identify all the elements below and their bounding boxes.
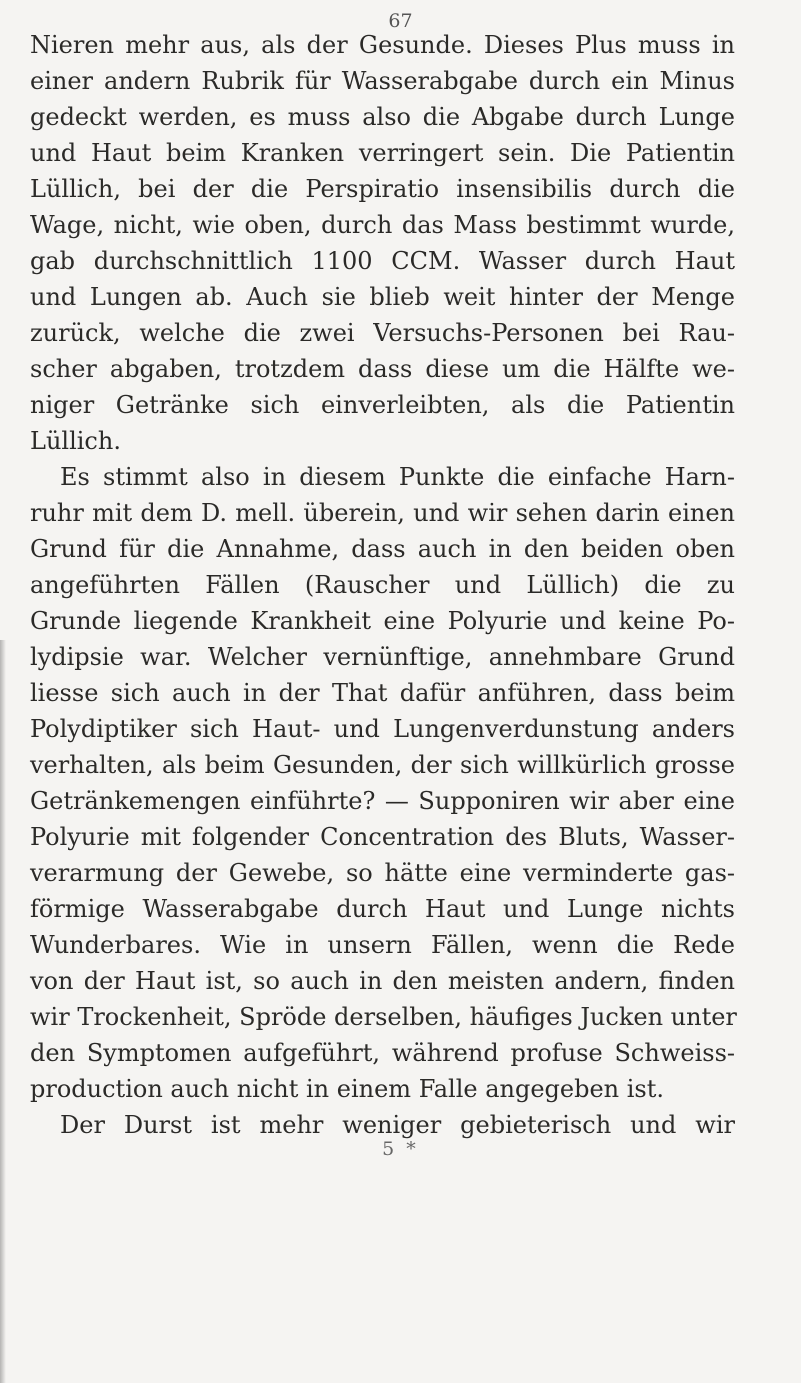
text-line: und Lungen ab. Auch sie blieb weit hinter der Menge <box>30 283 735 311</box>
text-line: ruhr mit dem D. mell. überein, und wir sehen darin einen <box>30 499 735 527</box>
text-line: den Symptomen aufgeführt, während profuse Schweiss- <box>30 1039 735 1067</box>
text-line: Wage, nicht, wie oben, durch das Mass bestimmt wurde, <box>30 211 735 239</box>
text-line: von der Haut ist, so auch in den meisten andern, finden <box>30 967 735 995</box>
page-number: 67 <box>388 10 413 32</box>
text-line: wir Trockenheit, Spröde derselben, häufiges Jucken unter <box>30 1003 737 1031</box>
text-line: Lüllich, bei der die Perspiratio insensibilis durch die <box>30 175 735 203</box>
text-line: verarmung der Gewebe, so hätte eine verminderte gas- <box>30 859 735 887</box>
text-line: gedeckt werden, es muss also die Abgabe durch Lunge <box>30 103 735 131</box>
text-line: verhalten, als beim Gesunden, der sich willkürlich grosse <box>30 751 735 779</box>
text-line: förmige Wasserabgabe durch Haut und Lunge nichts <box>30 895 735 923</box>
text-line: gab durchschnittlich 1100 CCM. Wasser durch Haut <box>30 247 735 275</box>
text-line: Es stimmt also in diesem Punkte die einfache Harn- <box>60 463 735 491</box>
text-line: und Haut beim Kranken verringert sein. Die Patientin <box>30 139 735 167</box>
text-line: liesse sich auch in der That dafür anführen, dass beim <box>30 679 735 707</box>
text-line: Grund für die Annahme, dass auch in den beiden oben <box>30 535 735 563</box>
text-line: Der Durst ist mehr weniger gebieterisch und wir <box>60 1111 735 1139</box>
text-line: einer andern Rubrik für Wasserabgabe durch ein Minus <box>30 67 735 95</box>
text-line: Grunde liegende Krankheit eine Polyurie und keine Po- <box>30 607 735 635</box>
text-line: Nieren mehr aus, als der Gesunde. Dieses Plus muss in <box>30 31 735 59</box>
text-line: lydipsie war. Welcher vernünftige, annehmbare Grund <box>30 643 735 671</box>
text-line: niger Getränke sich einverleibten, als die Patientin <box>30 391 735 419</box>
binding-shadow <box>0 640 6 1383</box>
text-line: production auch nicht in einem Falle angegeben ist. <box>30 1075 665 1103</box>
text-line: angeführten Fällen (Rauscher und Lüllich) die zu <box>30 571 735 599</box>
text-line: zurück, welche die zwei Versuchs-Personen bei Rau- <box>30 319 735 347</box>
text-line: Polyurie mit folgender Concentration des Bluts, Wasser- <box>30 823 735 851</box>
text-line: scher abgaben, trotzdem dass diese um die Hälfte we- <box>30 355 735 383</box>
signature-mark: 5 * <box>382 1138 419 1160</box>
text-line: Getränkemengen einführte? — Supponiren wir aber eine <box>30 787 735 815</box>
text-line: Polydiptiker sich Haut- und Lungenverdunstung anders <box>30 715 735 743</box>
text-line: Wunderbares. Wie in unsern Fällen, wenn die Rede <box>30 931 735 959</box>
text-line: Lüllich. <box>30 427 121 455</box>
